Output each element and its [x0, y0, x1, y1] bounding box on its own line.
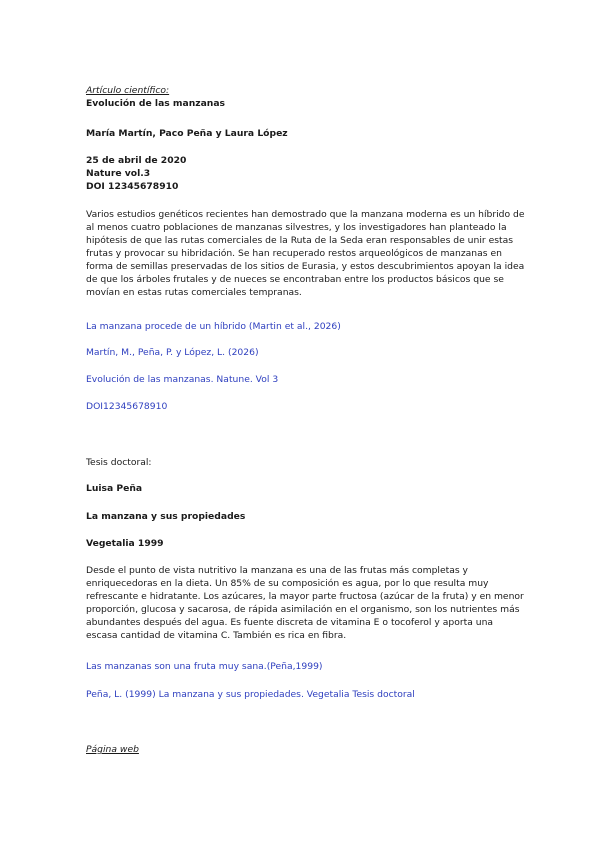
thesis-section-label: Tesis doctoral: — [86, 457, 152, 468]
article-section-label: Artículo científico: — [86, 85, 170, 96]
article-citation-3: Evolución de las manzanas. Natune. Vol 3 — [86, 374, 279, 385]
article-citation-2: Martín, M., Peña, P. y López, L. (2026) — [86, 347, 259, 358]
thesis-publisher-year: Vegetalia 1999 — [86, 538, 164, 549]
article-citation-1: La manzana procede de un híbrido (Martin et al., 2026) — [86, 321, 341, 332]
thesis-author: Luisa Peña — [86, 483, 143, 494]
article-doi: DOI 12345678910 — [86, 181, 179, 192]
thesis-citation-1: Las manzanas son una fruta muy sana.(Peña,1999) — [86, 661, 323, 672]
article-date: 25 de abril de 2020 — [86, 155, 187, 166]
thesis-title: La manzana y sus propiedades — [86, 511, 246, 522]
article-title: Evolución de las manzanas — [86, 98, 226, 109]
thesis-citation-2: Peña, L. (1999) La manzana y sus propiedades. Vegetalia Tesis doctoral — [86, 689, 415, 700]
article-journal: Nature vol.3 — [86, 168, 151, 179]
article-citation-4: DOI12345678910 — [86, 401, 168, 412]
article-authors: María Martín, Paco Peña y Laura López — [86, 128, 288, 139]
thesis-body: Desde el punto de vista nutritivo la manzana es una de las frutas más completas y enriquecedoras en la dieta. Un 85% de su composición es agua, por lo que resulta muy refrescante e hidratante. Los azúcares, la mayor parte fructosa (azúcar de la fruta) y en menor proporción, glucosa y sacarosa, de rápida asimilación en el organismo, son los nutrientes más abundantes después del agua. Es fuente discreta de vitamina E o tocoferol y aporta una escasa cantidad de vitamina C. También es rica en fibra. — [86, 565, 524, 641]
web-section-label: Página web — [86, 744, 139, 755]
article-body: Varios estudios genéticos recientes han demostrado que la manzana moderna es un híbrido de al menos cuatro poblaciones de manzanas silvestres, y los investigadores han planteado la hipótesis de que las rutas comerciales de la Ruta de la Seda eran responsables de unir estas frutas y provocar su hibridación. Se han recuperado restos arqueológicos de manzanas en forma de semillas preservadas de los sitios de Eurasia, y estos descubrimientos apoyan la idea de que los árboles frutales y de nueces se encontraban entre los productos básicos que se movían en estas rutas comerciales tempranas. — [86, 209, 525, 298]
